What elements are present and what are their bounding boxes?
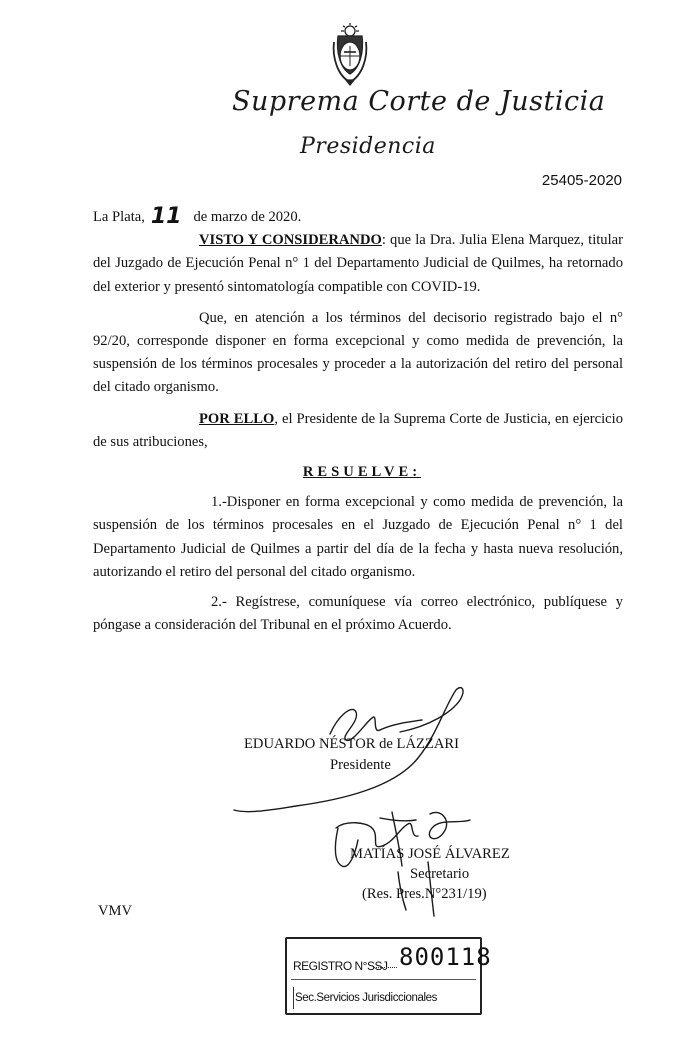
por-ello-text: , el Presidente de la Suprema Corte de Justicia, en ejercicio de sus atribuciones, xyxy=(93,410,624,450)
resuelve-line xyxy=(93,461,623,484)
signatory-2-resolution: (Res. Pres.N°231/19) xyxy=(362,886,487,902)
date-place: La Plata, xyxy=(93,209,145,225)
stamp-divider xyxy=(291,979,476,980)
court-subtitle: Presidencia xyxy=(300,134,436,159)
visto-heading: VISTO Y CONSIDERANDO xyxy=(199,232,382,249)
author-initials: VMV xyxy=(98,903,133,919)
stamp-subtitle: Sec.Servicios Jurisdiccionales xyxy=(295,992,438,1004)
por-ello-heading: POR ELLO xyxy=(199,410,275,427)
coat-of-arms-icon xyxy=(330,22,370,86)
date-day: 11 xyxy=(150,204,182,229)
visto-paragraph xyxy=(93,229,623,299)
stamp-bar xyxy=(293,987,294,1009)
por-ello-paragraph xyxy=(93,408,623,454)
resolution-1: 1.-Disponer en forma excepcional y como medida de prevención, la suspensión de los términos procesales en el Juzgado de Ejecución Penal n° 1 del Departamento Judicial de Quilmes a partir del día de la fecha y hasta nueva resolución, autorizando el retiro del personal del citado organismo. xyxy=(93,494,623,580)
signatory-1-role: Presidente xyxy=(330,757,391,773)
signatory-2-name: MATÍAS JOSÉ ÁLVAREZ xyxy=(350,846,510,862)
considerando-paragraph: Que, en atención a los términos del decisorio registrado bajo el n° 92/20, corresponde disponer en forma excepcional y como medida de prevención, la suspensión de los términos procesales y proceder a la autorización del retiro del personal del citado organismo. xyxy=(93,309,623,396)
document-body xyxy=(93,205,623,637)
visto-text: : que la Dra. Julia Elena Marquez, titular del Juzgado de Ejecución Penal n° 1 del Departamento Judicial de Quilmes, ha retornado del exterior y presentó sintomatología compatible con COVID-19. xyxy=(93,232,623,295)
stamp-dots xyxy=(373,967,397,968)
date-line xyxy=(93,205,623,229)
signatory-2-role: Secretario xyxy=(410,866,470,882)
resuelve-heading: RESUELVE: xyxy=(302,464,422,481)
signatory-1-name: EDUARDO NÉSTOR de LÁZZARI xyxy=(244,736,459,752)
resolution-2: 2.- Regístrese, comuníquese vía correo electrónico, publíquese y póngase a consideración del Tribunal en el próximo Acuerdo. xyxy=(93,594,623,634)
registry-stamp xyxy=(285,937,492,1015)
stamp-number: 800118 xyxy=(399,943,492,971)
date-rest: de marzo de 2020. xyxy=(193,209,302,225)
stamp-label: REGISTRO N°SSJ xyxy=(293,959,388,973)
court-title: Suprema Corte de Justicia xyxy=(232,86,606,117)
document-number: 25405-2020 xyxy=(541,172,622,189)
